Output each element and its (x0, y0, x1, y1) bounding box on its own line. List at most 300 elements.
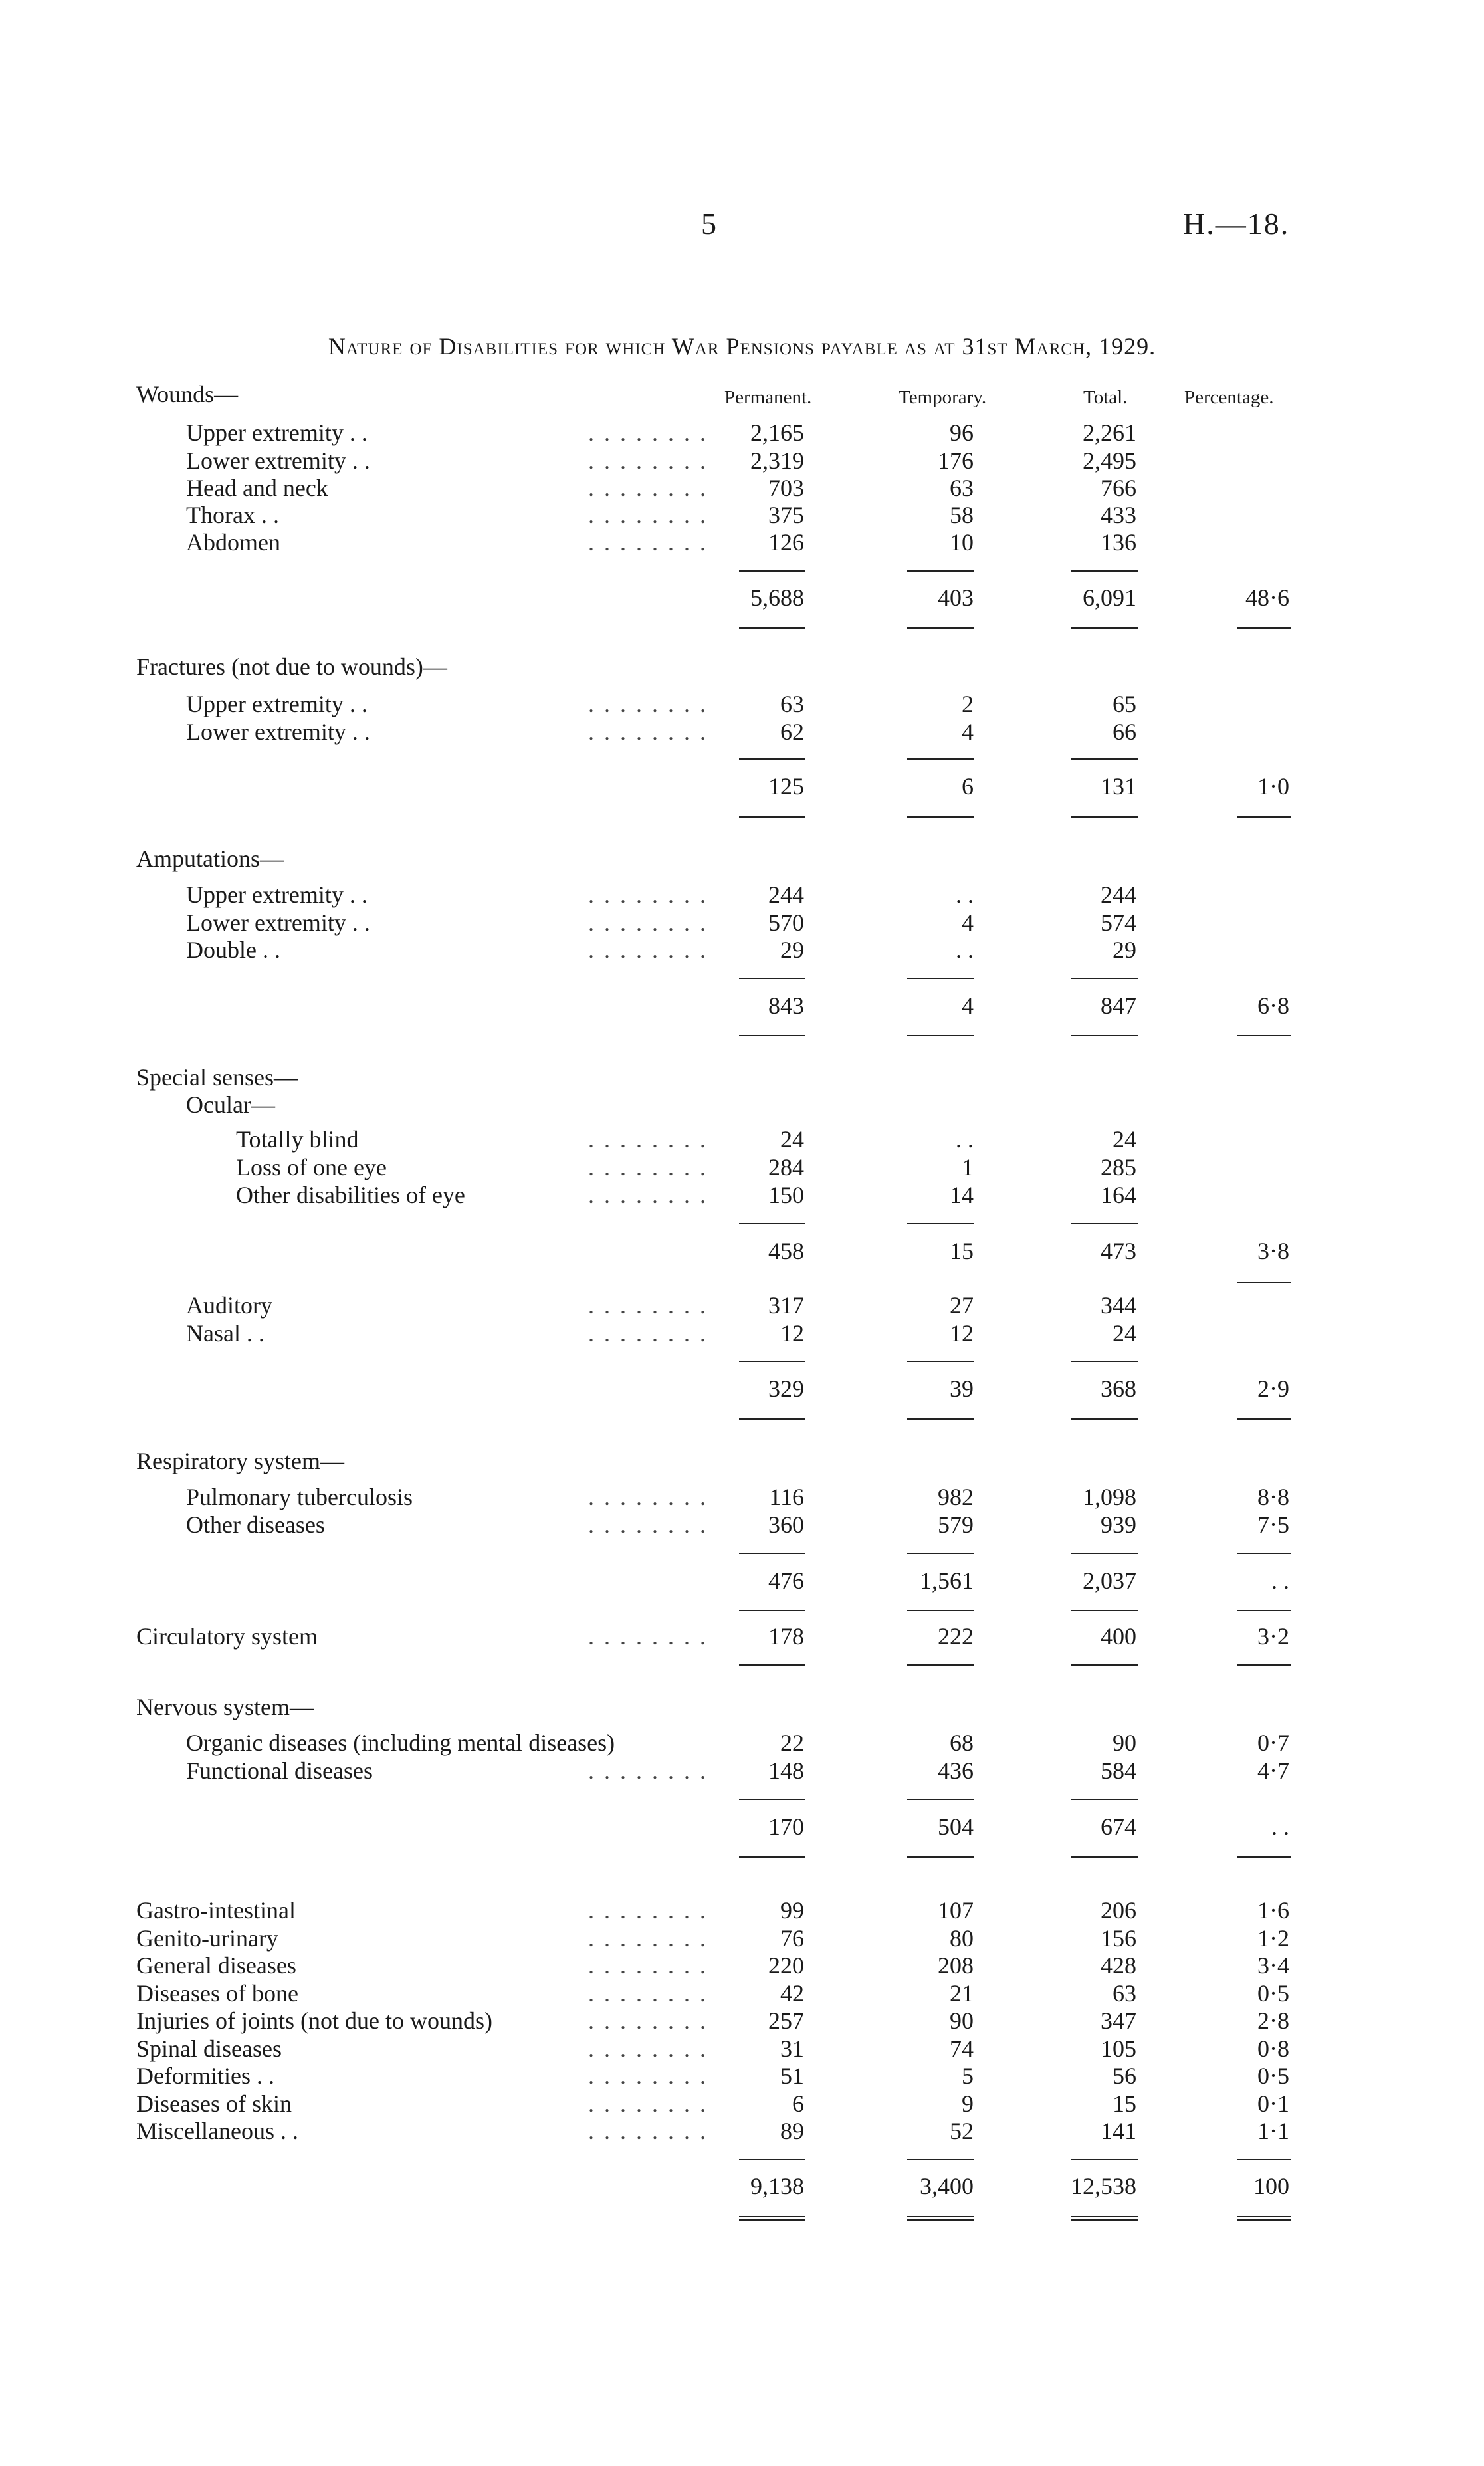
double-rule-line (1237, 2216, 1291, 2217)
cell-permanent: 150 (768, 1182, 804, 1208)
leader-dots: . . . . . . . . (588, 529, 708, 556)
leader-dots: . . . . . . . . (588, 2118, 708, 2144)
cell-total: 368 (1101, 1375, 1136, 1402)
rule-line (739, 816, 805, 818)
rule-line (739, 627, 805, 629)
table-row (0, 1181, 1484, 1209)
leader-dots: . . . . . . . . (588, 691, 708, 717)
row-label: Wounds— (136, 381, 239, 407)
rule-line (907, 570, 974, 572)
cell-permanent: 244 (768, 881, 804, 908)
rule-line (907, 1223, 974, 1224)
cell-percentage: 1·6 (1257, 1897, 1289, 1924)
double-rule-line (907, 2216, 974, 2217)
leader-dots: . . . . . . . . (588, 719, 708, 745)
cell-temporary: 436 (938, 1757, 974, 1784)
row-label: Upper extremity . . (186, 419, 368, 446)
row-label: Organic diseases (including mental diseases) (186, 1730, 615, 1756)
cell-permanent: 5,688 (750, 584, 804, 611)
row-label: Miscellaneous . . (136, 2118, 298, 2144)
table-row (0, 2035, 1484, 2063)
row-label: Spinal diseases (136, 2035, 282, 2062)
cell-total: 105 (1101, 2035, 1136, 2062)
row-label: Double . . (186, 937, 280, 963)
cell-percentage: 1·1 (1257, 2118, 1289, 2144)
cell-permanent: 2,165 (750, 419, 804, 446)
column-header-total: Total. (1083, 387, 1128, 408)
row-label: Circulatory system (136, 1623, 318, 1650)
leader-dots: . . . . . . . . (588, 2007, 708, 2034)
row-label: Pulmonary tuberculosis (186, 1484, 413, 1510)
rule-line (1237, 1418, 1291, 1420)
section-heading-respiratory (0, 1447, 1484, 1475)
rule-line (1237, 1035, 1291, 1036)
cell-temporary: 63 (950, 475, 974, 501)
double-rule-line (1237, 2219, 1291, 2221)
row-label: General diseases (136, 1952, 296, 1979)
cell-total: 29 (1113, 937, 1136, 963)
cell-temporary: 208 (938, 1952, 974, 1979)
rule-line (907, 816, 974, 818)
cell-percentage: 0·5 (1257, 2063, 1289, 2089)
table-row (0, 909, 1484, 937)
leader-dots: . . . . . . . . (588, 2035, 708, 2062)
cell-permanent: 12 (780, 1320, 804, 1347)
rule-line (739, 1553, 805, 1554)
rule-line (907, 1035, 974, 1036)
rule-line (907, 1799, 974, 1800)
cell-temporary: 5 (962, 2063, 974, 2089)
cell-total: 244 (1101, 881, 1136, 908)
cell-permanent: 375 (768, 502, 804, 528)
table-row (0, 474, 1484, 502)
cell-permanent: 170 (768, 1813, 804, 1840)
cell-permanent: 31 (780, 2035, 804, 2062)
rule-line (739, 1799, 805, 1800)
leader-dots: . . . . . . . . (588, 502, 708, 528)
cell-total: 56 (1113, 2063, 1136, 2089)
double-rule-line (739, 2216, 805, 2217)
row-label: Other disabilities of eye (236, 1182, 465, 1208)
cell-total: 66 (1113, 719, 1136, 745)
row-label: Injuries of joints (not due to wounds) (136, 2007, 492, 2034)
cell-total: 206 (1101, 1897, 1136, 1924)
row-label: Respiratory system— (136, 1448, 344, 1474)
cell-total: 131 (1101, 773, 1136, 800)
rule-line (739, 1418, 805, 1420)
cell-percentage: 1·0 (1257, 773, 1289, 800)
cell-permanent: 51 (780, 2063, 804, 2089)
leader-dots: . . . . . . . . (588, 1154, 708, 1180)
cell-total: 433 (1101, 502, 1136, 528)
cell-total: 674 (1101, 1813, 1136, 1840)
cell-total: 136 (1101, 529, 1136, 556)
cell-temporary: 982 (938, 1484, 974, 1510)
subtotal-row (0, 1813, 1484, 1841)
cell-total: 347 (1101, 2007, 1136, 2034)
rule-line (1237, 816, 1291, 818)
leader-dots: . . . . . . . . (588, 2063, 708, 2089)
page-number: 5 (701, 207, 716, 241)
row-label: Fractures (not due to wounds)— (136, 653, 447, 680)
table-row (0, 1729, 1484, 1757)
row-label: Amputations— (136, 845, 284, 872)
cell-permanent: 22 (780, 1730, 804, 1756)
cell-temporary: 403 (938, 584, 974, 611)
row-label: Thorax . . (186, 502, 279, 528)
cell-permanent: 89 (780, 2118, 804, 2144)
rule-line (739, 1664, 805, 1666)
cell-total: 65 (1113, 691, 1136, 717)
row-label: Nasal . . (186, 1320, 265, 1347)
cell-total: 156 (1101, 1925, 1136, 1952)
cell-percentage: 4·7 (1257, 1757, 1289, 1784)
cell-temporary: 1,561 (920, 1567, 974, 1594)
cell-temporary: 579 (938, 1512, 974, 1538)
row-label: Functional diseases (186, 1757, 373, 1784)
cell-permanent: 284 (768, 1154, 804, 1180)
row-label: Upper extremity . . (186, 691, 368, 717)
cell-total: 2,261 (1083, 419, 1136, 446)
cell-total: 344 (1101, 1292, 1136, 1319)
rule-line (1071, 1610, 1138, 1611)
subtotal-row (0, 584, 1484, 612)
row-label: Other diseases (186, 1512, 325, 1538)
cell-total: 473 (1101, 1238, 1136, 1264)
table-row (0, 1511, 1484, 1539)
table-row (0, 1153, 1484, 1181)
cell-temporary: 4 (962, 719, 974, 745)
cell-total: 141 (1101, 2118, 1136, 2144)
row-label: Totally blind (236, 1126, 359, 1153)
cell-permanent: 29 (780, 937, 804, 963)
row-label: Special senses— (136, 1064, 298, 1091)
subtotal-row (0, 992, 1484, 1020)
table-row (0, 2117, 1484, 2145)
cell-temporary: 52 (950, 2118, 974, 2144)
leader-dots: . . . . . . . . (588, 1484, 708, 1510)
cell-total: 766 (1101, 475, 1136, 501)
rule-line (1237, 2159, 1291, 2160)
rule-line (907, 2159, 974, 2160)
table-row (0, 1979, 1484, 2007)
row-label: Lower extremity . . (186, 909, 370, 936)
double-rule-line (1071, 2219, 1138, 2221)
leader-dots: . . . . . . . . (588, 1925, 708, 1952)
rule-line (1071, 1553, 1138, 1554)
cell-percentage: 0·7 (1257, 1730, 1289, 1756)
row-label: Lower extremity . . (186, 447, 370, 474)
rule-line (1237, 1856, 1291, 1858)
double-rule-line (1071, 2216, 1138, 2217)
table-row (0, 2062, 1484, 2090)
cell-total: 63 (1113, 1980, 1136, 2007)
cell-total: 574 (1101, 909, 1136, 936)
rule-line (907, 1418, 974, 1420)
rule-line (1071, 2159, 1138, 2160)
rule-line (1071, 816, 1138, 818)
document-reference: H.—18. (1183, 207, 1290, 241)
cell-permanent: 476 (768, 1567, 804, 1594)
cell-temporary: 9 (962, 2090, 974, 2117)
cell-permanent: 148 (768, 1757, 804, 1784)
cell-temporary: 222 (938, 1623, 974, 1650)
cell-temporary: 3,400 (920, 2173, 974, 2199)
cell-permanent: 317 (768, 1292, 804, 1319)
cell-temporary: 96 (950, 419, 974, 446)
rule-line (1071, 758, 1138, 760)
cell-temporary: 68 (950, 1730, 974, 1756)
table-row (0, 1291, 1484, 1319)
row-label: Genito-urinary (136, 1925, 278, 1952)
section-heading-wounds (0, 380, 1484, 408)
leader-dots: . . . . . . . . (588, 1292, 708, 1319)
cell-percentage: . . (1271, 1813, 1289, 1840)
table-row (0, 2090, 1484, 2118)
leader-dots: . . . . . . . . (588, 1897, 708, 1924)
cell-percentage: 8·8 (1257, 1484, 1289, 1510)
rule-line (739, 978, 805, 979)
cell-temporary: 107 (938, 1897, 974, 1924)
cell-permanent: 99 (780, 1897, 804, 1924)
cell-percentage: 0·5 (1257, 1980, 1289, 2007)
section-heading-amputations (0, 845, 1484, 873)
cell-total: 90 (1113, 1730, 1136, 1756)
cell-total: 2,495 (1083, 447, 1136, 474)
rule-line (1071, 1361, 1138, 1362)
cell-temporary: 14 (950, 1182, 974, 1208)
leader-dots: . . . . . . . . (588, 1126, 708, 1153)
table-row (0, 718, 1484, 746)
cell-total: 12,538 (1071, 2173, 1136, 2199)
row-label: Upper extremity . . (186, 881, 368, 908)
cell-permanent: 63 (780, 691, 804, 717)
cell-total: 6,091 (1083, 584, 1136, 611)
table-row (0, 1757, 1484, 1785)
table-row (0, 528, 1484, 556)
cell-temporary: . . (956, 937, 974, 963)
cell-temporary: 39 (950, 1375, 974, 1402)
cell-permanent: 24 (780, 1126, 804, 1153)
cell-percentage: 3·4 (1257, 1952, 1289, 1979)
cell-permanent: 360 (768, 1512, 804, 1538)
table-row (0, 881, 1484, 909)
cell-permanent: 843 (768, 992, 804, 1019)
table-row (0, 1952, 1484, 1979)
row-label: Head and neck (186, 475, 328, 501)
cell-total: 24 (1113, 1126, 1136, 1153)
section-heading-nervous (0, 1693, 1484, 1721)
row-label: Ocular— (186, 1091, 275, 1118)
rule-line (1071, 1223, 1138, 1224)
subtotal-row (0, 772, 1484, 800)
rule-line (739, 1856, 805, 1858)
cell-temporary: 176 (938, 447, 974, 474)
cell-total: 584 (1101, 1757, 1136, 1784)
cell-permanent: 178 (768, 1623, 804, 1650)
cell-permanent: 62 (780, 719, 804, 745)
rule-line (1071, 570, 1138, 572)
table-row (0, 1319, 1484, 1347)
table-row (0, 690, 1484, 718)
rule-line (1071, 1664, 1138, 1666)
row-label: Lower extremity . . (186, 719, 370, 745)
rule-line (1071, 978, 1138, 979)
rule-line (907, 1664, 974, 1666)
cell-percentage: . . (1271, 1567, 1289, 1594)
leader-dots: . . . . . . . . (588, 1623, 708, 1650)
row-label: Deformities . . (136, 2063, 274, 2089)
rule-line (1071, 1035, 1138, 1036)
cell-permanent: 329 (768, 1375, 804, 1402)
leader-dots: . . . . . . . . (588, 2090, 708, 2117)
subtotal-row (0, 1237, 1484, 1265)
cell-percentage: 7·5 (1257, 1512, 1289, 1538)
rule-line (739, 1361, 805, 1362)
cell-temporary: 6 (962, 773, 974, 800)
cell-temporary: 12 (950, 1320, 974, 1347)
rule-line (1237, 1610, 1291, 1611)
cell-permanent: 703 (768, 475, 804, 501)
leader-dots: . . . . . . . . (588, 881, 708, 908)
cell-permanent: 42 (780, 1980, 804, 2007)
table-row (0, 1896, 1484, 1924)
rule-line (1237, 1664, 1291, 1666)
cell-permanent: 458 (768, 1238, 804, 1264)
table-row (0, 1924, 1484, 1952)
cell-temporary: 15 (950, 1238, 974, 1264)
row-label: Nervous system— (136, 1694, 314, 1720)
table-row (0, 501, 1484, 529)
row-label: Diseases of skin (136, 2090, 292, 2117)
column-header-temporary: Temporary. (899, 387, 987, 408)
leader-dots: . . . . . . . . (588, 909, 708, 936)
rule-line (1071, 1856, 1138, 1858)
cell-percentage: 1·2 (1257, 1925, 1289, 1952)
leader-dots: . . . . . . . . (588, 475, 708, 501)
table-title: Nature of Disabilities for which War Pensions payable as at 31st March, 1929. (328, 333, 1156, 360)
leader-dots: . . . . . . . . (588, 1952, 708, 1979)
cell-total: 400 (1101, 1623, 1136, 1650)
cell-percentage: 3·8 (1257, 1238, 1289, 1264)
cell-total: 164 (1101, 1182, 1136, 1208)
column-header-percentage: Percentage. (1184, 387, 1274, 408)
leader-dots: . . . . . . . . (588, 1512, 708, 1538)
cell-percentage: 0·8 (1257, 2035, 1289, 2062)
cell-temporary: 74 (950, 2035, 974, 2062)
rule-line (907, 627, 974, 629)
rule-line (739, 570, 805, 572)
cell-temporary: 10 (950, 529, 974, 556)
double-rule-line (739, 2219, 805, 2221)
cell-permanent: 6 (792, 2090, 804, 2117)
cell-total: 939 (1101, 1512, 1136, 1538)
cell-temporary: . . (956, 1126, 974, 1153)
subsection-heading-ocular (0, 1091, 1484, 1119)
double-rule-line (907, 2219, 974, 2221)
rule-line (1071, 1799, 1138, 1800)
rule-line (1237, 1282, 1291, 1283)
cell-percentage: 0·1 (1257, 2090, 1289, 2117)
cell-temporary: 58 (950, 502, 974, 528)
table-row-circulatory (0, 1623, 1484, 1650)
cell-percentage: 100 (1253, 2173, 1289, 2199)
row-label: Gastro-intestinal (136, 1897, 296, 1924)
table-row (0, 419, 1484, 447)
subtotal-row (0, 1375, 1484, 1402)
leader-dots: . . . . . . . . (588, 1320, 708, 1347)
rule-line (1071, 1418, 1138, 1420)
row-label: Auditory (186, 1292, 272, 1319)
rule-line (1237, 1553, 1291, 1554)
cell-temporary: 27 (950, 1292, 974, 1319)
subtotal-row (0, 1567, 1484, 1595)
rule-line (907, 758, 974, 760)
rule-line (739, 1610, 805, 1611)
cell-temporary: . . (956, 881, 974, 908)
cell-permanent: 125 (768, 773, 804, 800)
cell-temporary: 90 (950, 2007, 974, 2034)
cell-total: 24 (1113, 1320, 1136, 1347)
cell-temporary: 1 (962, 1154, 974, 1180)
rule-line (907, 1610, 974, 1611)
table-row (0, 2007, 1484, 2035)
cell-permanent: 126 (768, 529, 804, 556)
rule-line (907, 1856, 974, 1858)
section-heading-special-senses (0, 1064, 1484, 1091)
rule-line (739, 1223, 805, 1224)
leader-dots: . . . . . . . . (588, 937, 708, 963)
section-heading-fractures (0, 653, 1484, 681)
rule-line (907, 978, 974, 979)
cell-temporary: 4 (962, 909, 974, 936)
cell-total: 1,098 (1083, 1484, 1136, 1510)
cell-temporary: 504 (938, 1813, 974, 1840)
rule-line (1237, 627, 1291, 629)
cell-permanent: 2,319 (750, 447, 804, 474)
row-label: Loss of one eye (236, 1154, 387, 1180)
rule-line (739, 758, 805, 760)
cell-total: 15 (1113, 2090, 1136, 2117)
rule-line (907, 1361, 974, 1362)
cell-total: 2,037 (1083, 1567, 1136, 1594)
leader-dots: . . . . . . . . (588, 1757, 708, 1784)
cell-temporary: 2 (962, 691, 974, 717)
cell-total: 285 (1101, 1154, 1136, 1180)
leader-dots: . . . . . . . . (588, 1980, 708, 2007)
rule-line (1071, 627, 1138, 629)
table-row (0, 447, 1484, 475)
cell-permanent: 116 (769, 1484, 804, 1510)
cell-percentage: 48·6 (1245, 584, 1289, 611)
cell-temporary: 4 (962, 992, 974, 1019)
cell-temporary: 80 (950, 1925, 974, 1952)
cell-temporary: 21 (950, 1980, 974, 2007)
cell-permanent: 9,138 (750, 2173, 804, 2199)
cell-permanent: 76 (780, 1925, 804, 1952)
cell-percentage: 2·9 (1257, 1375, 1289, 1402)
cell-percentage: 3·2 (1257, 1623, 1289, 1650)
cell-permanent: 257 (768, 2007, 804, 2034)
leader-dots: . . . . . . . . (588, 447, 708, 474)
cell-percentage: 2·8 (1257, 2007, 1289, 2034)
cell-total: 428 (1101, 1952, 1136, 1979)
table-row (0, 1125, 1484, 1153)
cell-permanent: 220 (768, 1952, 804, 1979)
rule-line (907, 1553, 974, 1554)
cell-percentage: 6·8 (1257, 992, 1289, 1019)
column-header-permanent: Permanent. (724, 387, 812, 408)
